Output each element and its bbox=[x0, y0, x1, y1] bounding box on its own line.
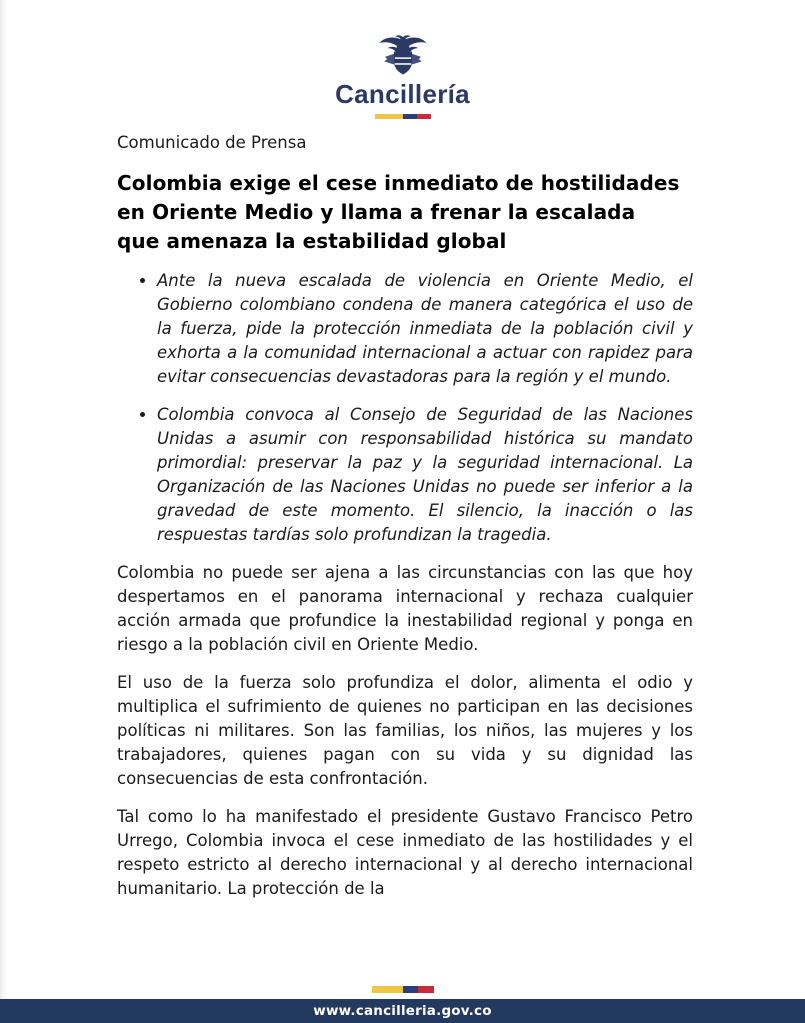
flag-stripe-blue bbox=[403, 986, 419, 993]
flag-stripe-red bbox=[417, 114, 431, 119]
body-paragraph: El uso de la fuerza solo profundiza el dolor, alimenta el odio y multiplica el sufrimiento de quienes no participan en las decisiones políticas ni militares. Son las familias, los niños, las mujeres y los trabajadores, quienes pagan con su vida y su dignidad las consecuencias de esta confrontación. bbox=[117, 673, 693, 788]
cancilleria-wordmark: Cancillería bbox=[335, 79, 470, 109]
colombia-coat-of-arms-icon bbox=[376, 33, 430, 79]
document-kicker: Comunicado de Prensa bbox=[117, 133, 307, 152]
body-paragraph: Tal como lo ha manifestado el presidente Gustavo Francisco Petro Urrego, Colombia invoca el cese inmediato de las hostilidades y el respeto estricto al derecho internacional y al derecho internacional humanitario. La protección de la bbox=[117, 807, 693, 898]
title-line: Colombia exige el cese inmediato de hostilidades bbox=[117, 171, 680, 195]
footer-flag-bar bbox=[372, 986, 434, 993]
footer-url: www.cancilleria.gov.co bbox=[313, 1003, 492, 1019]
press-release-title bbox=[117, 169, 693, 256]
title-line: en Oriente Medio y llama a frenar la escalada bbox=[117, 200, 636, 224]
flag-stripe-yellow bbox=[375, 114, 403, 119]
flag-stripe-yellow bbox=[372, 986, 403, 993]
bullet-item: • Ante la nueva escalada de violencia en Oriente Medio, el Gobierno colombiano condena de manera categórica el uso de la fuerza, pide la protección inmediata de la población civil y exhorta a la comunidad internacional a actuar con rapidez para evitar consecuencias devastadoras para la región y el mundo. bbox=[157, 269, 693, 389]
body-paragraph: Colombia no puede ser ajena a las circunstancias con las que hoy despertamos en el panorama internacional y rechaza cualquier acción armada que profundice la inestabilidad regional y ponga en riesgo a la población civil en Oriente Medio. bbox=[117, 563, 693, 654]
footer-bar bbox=[0, 999, 805, 1023]
colombia-flag-bar bbox=[375, 114, 431, 119]
press-release-body bbox=[117, 131, 693, 915]
flag-stripe-blue bbox=[403, 114, 417, 119]
header bbox=[0, 33, 805, 119]
bullet-item: • Colombia convoca al Consejo de Seguridad de las Naciones Unidas a asumir con responsabilidad histórica su mandato primordial: preservar la paz y la seguridad internacional. La Organización de las Naciones Unidas no puede ser inferior a la gravedad de este momento. El silencio, la inacción o las respuestas tardías solo profundizan la tragedia. bbox=[157, 403, 693, 547]
title-line: que amenaza la estabilidad global bbox=[117, 229, 507, 253]
flag-stripe-red bbox=[418, 986, 434, 993]
bullet-list bbox=[117, 269, 693, 547]
page-edge-shadow bbox=[0, 0, 7, 1023]
